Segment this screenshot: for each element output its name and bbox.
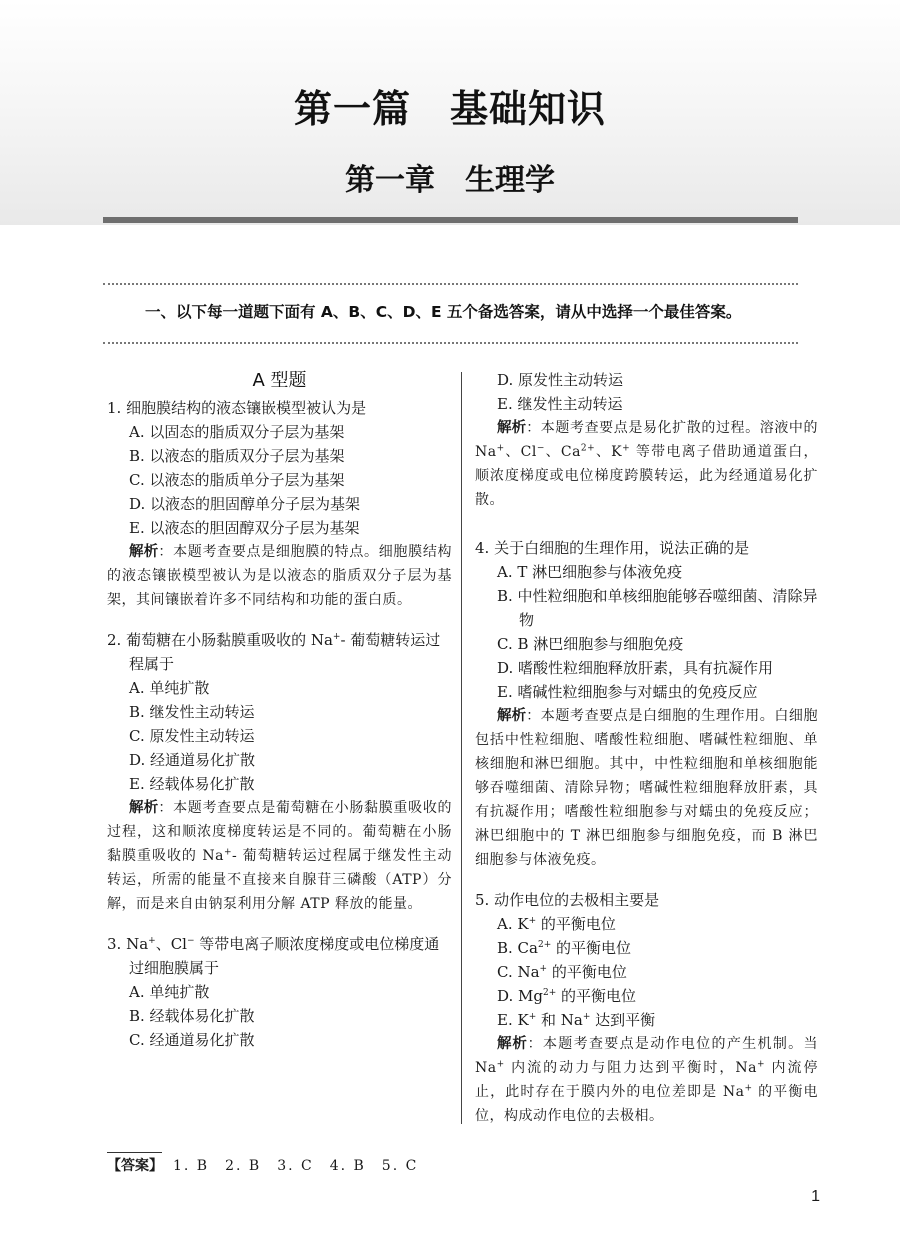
analysis xyxy=(475,1032,818,1128)
analysis-label: 解析 xyxy=(129,800,159,816)
question-1 xyxy=(107,396,452,612)
analysis-text: ：本题考查要点是细胞膜的特点。细胞膜结构的液态镶嵌模型被认为是以液态的脂质双分子层为基架，其间镶嵌着许多不同结构和功能的蛋白质。 xyxy=(107,544,453,608)
option-part: 和 Na xyxy=(536,1011,583,1029)
option: B. 经载体易化扩散 xyxy=(129,1007,255,1025)
option xyxy=(497,912,818,936)
superscript: + xyxy=(622,443,631,454)
question-stem xyxy=(107,628,452,676)
superscript: + xyxy=(223,847,232,858)
option-part: 达到平衡 xyxy=(590,1011,656,1029)
option-part: 的平衡电位 xyxy=(551,939,632,957)
left-column xyxy=(107,368,452,1068)
option: D. 以液态的胆固醇单分子层为基架 xyxy=(129,495,361,513)
analysis-text: ：本题考查要点是白细胞的生理作用。白细胞包括中性粒细胞、嗜酸性粒细胞、嗜碱性粒细胞、单核细胞和淋巴细胞。其中，中性粒细胞和单核细胞能够吞噬细菌、清除异物；嗜碱性粒细胞释放肝素，具有抗凝作用；嗜酸性粒细胞参与对蠕虫的免疫反应；淋巴细胞中的 T 淋巴细胞参与细胞免疫，而 B 淋巴细胞参与体液免疫。 xyxy=(475,708,819,868)
option: B. 中性粒细胞和单核细胞能够吞噬细菌、清除异物 xyxy=(497,587,818,629)
option: A. 以固态的脂质双分子层为基架 xyxy=(129,423,345,441)
option-part: C. Na xyxy=(497,963,540,981)
option xyxy=(497,984,818,1008)
analysis-label: 解析 xyxy=(497,1036,528,1052)
question-stem: 4. 关于白细胞的生理作用，说法正确的是 xyxy=(475,539,750,557)
analysis-text: - 葡萄糖转运过程属于继发性主动转运，所需的能量不直接来自腺苷三磷酸（ATP）分解，而是来自由钠泵利用分解 ATP 释放的能量。 xyxy=(107,848,452,912)
page-number: 1 xyxy=(811,1188,820,1205)
stem-part: - 葡萄糖转运过程属于 xyxy=(129,631,441,673)
superscript: 2+ xyxy=(537,940,552,950)
option: A. 单纯扩散 xyxy=(129,679,210,697)
answer-key-label: 【答案】 xyxy=(107,1158,163,1174)
superscript: + xyxy=(528,1012,537,1022)
part-title: 第一篇 基础知识 xyxy=(293,87,606,131)
superscript: + xyxy=(496,1059,505,1070)
option-part: E. K xyxy=(497,1011,529,1029)
option-part: B. Ca xyxy=(497,939,538,957)
analysis-text: ：本题考查要点是动作电位的产生机制。当 Na xyxy=(475,1036,819,1076)
question-stem: 5. 动作电位的去极相主要是 xyxy=(475,891,660,909)
question-2 xyxy=(107,628,452,916)
instruction-text: 一、以下每一道题下面有 A、B、C、D、E 五个备选答案，请从中选择一个最佳答案。 xyxy=(145,303,742,321)
option: E. 嗜碱性粒细胞参与对蠕虫的免疫反应 xyxy=(497,683,758,701)
superscript: + xyxy=(744,1083,753,1094)
superscript: + xyxy=(539,964,548,974)
analysis xyxy=(475,704,818,872)
superscript: + xyxy=(582,1012,591,1022)
analysis-label: 解析 xyxy=(129,544,159,560)
answers-rule xyxy=(107,1152,162,1153)
superscript: − xyxy=(536,443,545,454)
option-part: D. Mg xyxy=(497,987,543,1005)
chapter-title: 第一章 生理学 xyxy=(345,163,555,198)
option: C. 原发性主动转运 xyxy=(129,727,255,745)
option: C. 以液态的脂质单分子层为基架 xyxy=(129,471,345,489)
option: A. 单纯扩散 xyxy=(129,983,210,1001)
superscript: + xyxy=(756,1059,765,1070)
header-rule xyxy=(103,217,798,223)
option: C. B 淋巴细胞参与细胞免疫 xyxy=(497,635,684,653)
stem-part: 2. 葡萄糖在小肠黏膜重吸收的 Na xyxy=(107,631,333,649)
option-part: A. K xyxy=(497,915,529,933)
superscript: − xyxy=(186,936,195,946)
instruction-top-divider xyxy=(103,283,798,285)
answer-key-items: 1. B 2. B 3. C 4. B 5. C xyxy=(173,1158,419,1174)
analysis-text: 、Ca xyxy=(544,444,581,460)
analysis-text: 、Cl xyxy=(504,444,537,460)
question-3-continued xyxy=(475,368,818,512)
stem-part: 等带电离子顺浓度梯度或电位梯度通过细胞膜属于 xyxy=(129,935,440,977)
option: E. 经载体易化扩散 xyxy=(129,775,255,793)
question-5 xyxy=(475,888,818,1128)
superscript: + xyxy=(528,916,537,926)
question-stem: 1. 细胞膜结构的液态镶嵌模型被认为是 xyxy=(107,399,367,417)
answer-key xyxy=(107,1155,418,1177)
option: D. 原发性主动转运 xyxy=(497,371,624,389)
option: B. 继发性主动转运 xyxy=(129,703,255,721)
analysis xyxy=(107,796,452,916)
option-part: 的平衡电位 xyxy=(536,915,616,933)
analysis-text: 内流的动力与阻力达到平衡时，Na xyxy=(504,1060,757,1076)
right-column xyxy=(475,368,818,1144)
superscript: + xyxy=(496,443,505,454)
option: E. 以液态的胆固醇双分子层为基架 xyxy=(129,519,360,537)
analysis xyxy=(475,416,818,512)
option: E. 继发性主动转运 xyxy=(497,395,623,413)
analysis-text: 、K xyxy=(595,444,623,460)
question-4 xyxy=(475,536,818,872)
superscript: 2+ xyxy=(543,988,557,998)
analysis-text: 内流停止，此时存在于膜内外的电位差即是 Na xyxy=(475,1060,818,1100)
option: D. 嗜酸性粒细胞释放肝素，具有抗凝作用 xyxy=(497,659,774,677)
instruction-bottom-divider xyxy=(103,342,798,344)
analysis-text: 的平衡电位，构成动作电位的去极相。 xyxy=(475,1084,818,1124)
superscript: + xyxy=(332,632,341,642)
stem-part: 、Cl xyxy=(155,935,187,953)
analysis-text: 等带电离子借助通道蛋白，顺浓度梯度或电位梯度跨膜转运，此为经通道易化扩散。 xyxy=(475,444,818,508)
option-part: 的平衡电位 xyxy=(556,987,637,1005)
option xyxy=(497,936,818,960)
question-stem xyxy=(107,932,452,980)
option xyxy=(497,960,818,984)
superscript: + xyxy=(148,936,156,946)
option xyxy=(497,1008,818,1032)
option-part: 的平衡电位 xyxy=(547,963,627,981)
stem-part: 3. Na xyxy=(107,935,149,953)
analysis-text: ：本题考查要点是葡萄糖在小肠黏膜重吸收的过程，这和顺浓度梯度转运是不同的。葡萄糖在小肠黏膜重吸收的 Na xyxy=(107,800,453,864)
option: C. 经通道易化扩散 xyxy=(129,1031,255,1049)
question-3 xyxy=(107,932,452,1052)
option: D. 经通道易化扩散 xyxy=(129,751,256,769)
column-divider xyxy=(461,372,462,1124)
option: A. T 淋巴细胞参与体液免疫 xyxy=(497,563,683,581)
section-title: A 型题 xyxy=(252,370,307,391)
option: B. 以液态的脂质双分子层为基架 xyxy=(129,447,345,465)
analysis-text: ：本题考查要点是易化扩散的过程。溶液中的 Na xyxy=(475,420,819,460)
analysis xyxy=(107,540,452,612)
analysis-label: 解析 xyxy=(497,420,527,436)
analysis-label: 解析 xyxy=(497,708,527,724)
superscript: 2+ xyxy=(580,443,596,454)
